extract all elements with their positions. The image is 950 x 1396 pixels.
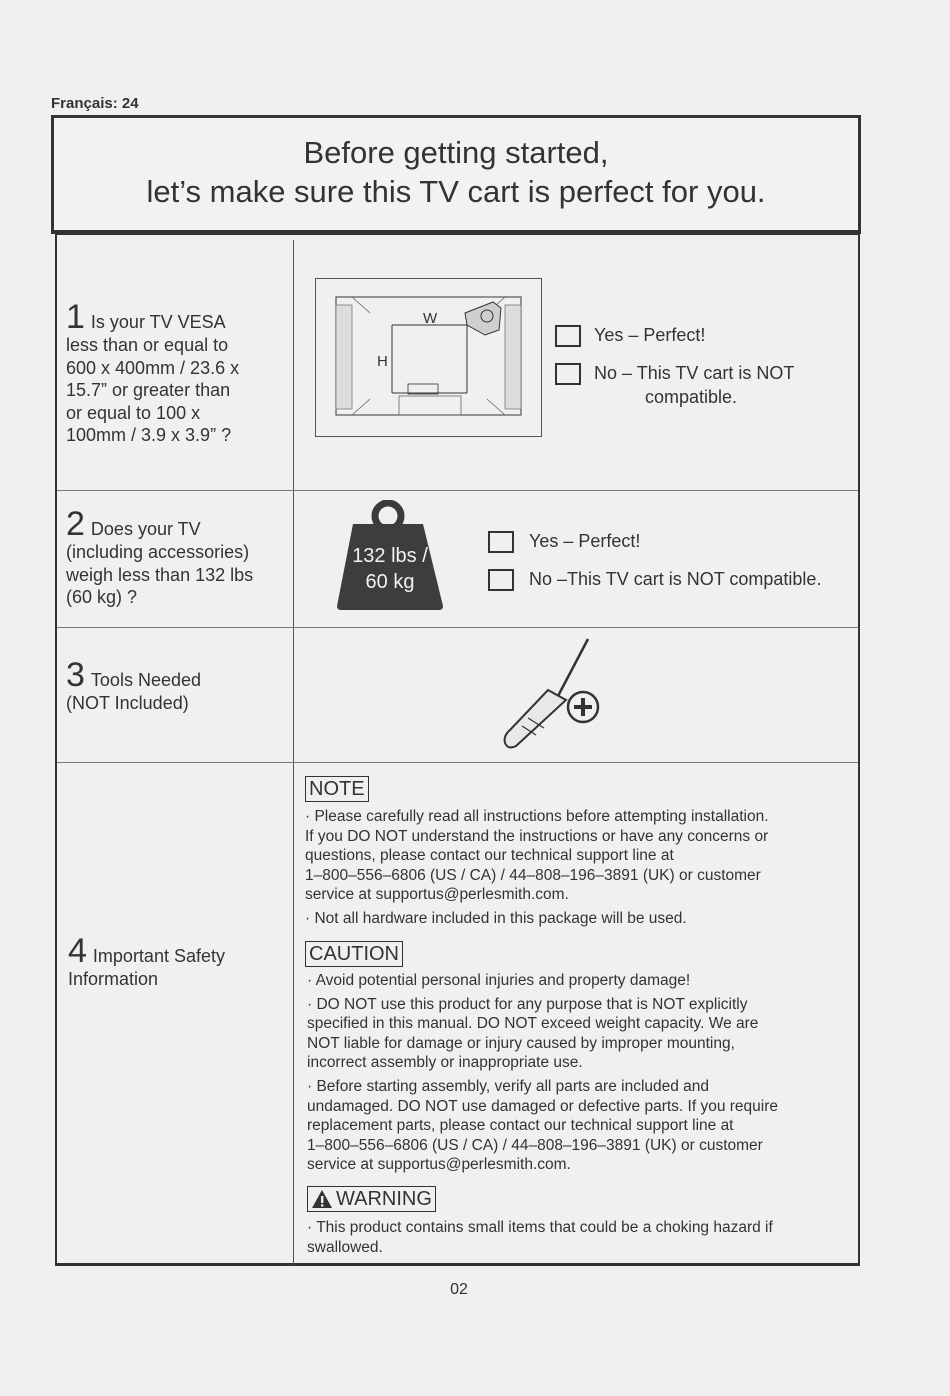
weight-icon — [335, 500, 445, 612]
title-line-2: let’s make sure this TV cart is perfect for you. — [146, 174, 766, 209]
question-text-line: Information — [68, 969, 159, 989]
text-line: · DO NOT use this product for any purpose that is NOT explicitly — [307, 995, 748, 1013]
diagram-width-label: W — [422, 309, 437, 327]
caution-text — [307, 971, 852, 1175]
text-line: specified in this manual. DO NOT exceed weight capacity. We are — [307, 1015, 759, 1033]
question-number: 4 — [68, 932, 87, 970]
question-number: 3 — [66, 656, 85, 694]
question-text-line: (including accessories) — [66, 542, 250, 562]
title-line-1: Before getting started, — [303, 135, 609, 170]
q1-yes-option[interactable] — [555, 325, 705, 347]
text-line: · Avoid potential personal injuries and property damage! — [307, 972, 691, 989]
warning-text — [307, 1218, 852, 1257]
question-text-first-line: Tools Needed — [90, 670, 201, 690]
row-divider-3 — [57, 762, 858, 763]
question-1 — [66, 300, 286, 447]
text-line: · Please carefully read all instructions before attempting installation. — [305, 808, 769, 825]
note-section — [305, 776, 369, 802]
q1-no-option-continued: compatible. — [645, 387, 738, 407]
text-line: incorrect assembly or inappropriate use. — [307, 1054, 583, 1072]
text-line: If you DO NOT understand the instructions or have any concerns or — [305, 827, 769, 845]
question-4 — [68, 934, 294, 991]
question-text-line: weigh less than 132 lbs — [66, 564, 254, 585]
question-text-line: 15.7” or greater than — [66, 380, 231, 400]
warning-label-box — [307, 1186, 436, 1212]
question-text-first-line: Does your TV — [90, 519, 201, 539]
q2-yes-option[interactable] — [488, 531, 640, 553]
text-line: · Not all hardware included in this package will be used. — [305, 909, 687, 927]
warning-section — [307, 1186, 436, 1214]
caution-label: CAUTION — [305, 941, 403, 967]
option-label: No – This TV cart is NOT — [594, 363, 795, 383]
question-text-line: (NOT Included) — [66, 693, 189, 713]
weight-limit-lbs: 132 lbs / — [352, 545, 428, 567]
question-text-first-line: Important Safety — [92, 946, 225, 966]
text-line: 1–800–556–6806 (US / CA) / 44–808–196–3891 (UK) or customer — [305, 866, 761, 884]
table-column-divider — [293, 240, 294, 1265]
text-line: 1–800–556–6806 (US / CA) / 44–808–196–3891 (UK) or customer — [307, 1136, 763, 1154]
option-label: No –This TV cart is NOT compatible. — [529, 569, 822, 589]
text-line: replacement parts, please contact our technical support line at — [307, 1117, 734, 1135]
q1-no-option[interactable] — [555, 363, 794, 385]
row-divider-1 — [57, 490, 858, 491]
question-text-line: 600 x 400mm / 23.6 x — [66, 357, 240, 378]
weight-limit-kg: 60 kg — [365, 571, 415, 593]
text-line: questions, please contact our technical support line at — [305, 847, 674, 865]
question-2 — [66, 507, 292, 609]
text-line: undamaged. DO NOT use damaged or defective parts. If you require — [307, 1097, 778, 1115]
note-text — [305, 807, 850, 929]
question-text-line: less than or equal to — [66, 335, 229, 355]
text-line: · This product contains small items that could be a choking hazard if — [307, 1219, 773, 1236]
tv-vesa-diagram — [315, 278, 542, 437]
question-number: 1 — [66, 298, 85, 336]
diagram-height-label: H — [376, 352, 388, 370]
warning-label: WARNING — [336, 1188, 432, 1210]
text-line: service at supportus@perlesmith.com. — [305, 886, 569, 904]
question-text-line: 100mm / 3.9 x 3.9” ? — [66, 425, 232, 445]
caution-section — [305, 941, 403, 967]
text-line: · Before starting assembly, verify all parts are included and — [307, 1077, 710, 1095]
checkbox[interactable] — [488, 531, 514, 553]
page-language-label: Français: 24 — [51, 95, 139, 112]
page-number: 02 — [450, 1281, 468, 1298]
title-box — [51, 115, 861, 234]
tv-measure-icon — [315, 278, 542, 437]
option-label: Yes – Perfect! — [594, 325, 706, 345]
text-line: service at supportus@perlesmith.com. — [307, 1156, 571, 1174]
question-text-line: or equal to 100 x — [66, 402, 201, 423]
text-line: NOT liable for damage or injury caused by improper mounting, — [307, 1034, 735, 1052]
q2-no-option[interactable] — [488, 569, 821, 591]
warning-triangle-icon — [311, 1189, 333, 1209]
question-text-line: (60 kg) ? — [66, 587, 138, 607]
question-3 — [66, 658, 292, 715]
checkbox[interactable] — [555, 325, 581, 347]
question-number: 2 — [66, 505, 85, 543]
question-text-first-line: Is your TV VESA — [90, 312, 226, 332]
checkbox[interactable] — [488, 569, 514, 591]
row-divider-2 — [57, 627, 858, 628]
phillips-screwdriver-icon — [500, 636, 605, 751]
option-label: Yes – Perfect! — [529, 531, 641, 551]
checkbox[interactable] — [555, 363, 581, 385]
note-label: NOTE — [305, 776, 369, 802]
text-line: swallowed. — [307, 1238, 383, 1256]
